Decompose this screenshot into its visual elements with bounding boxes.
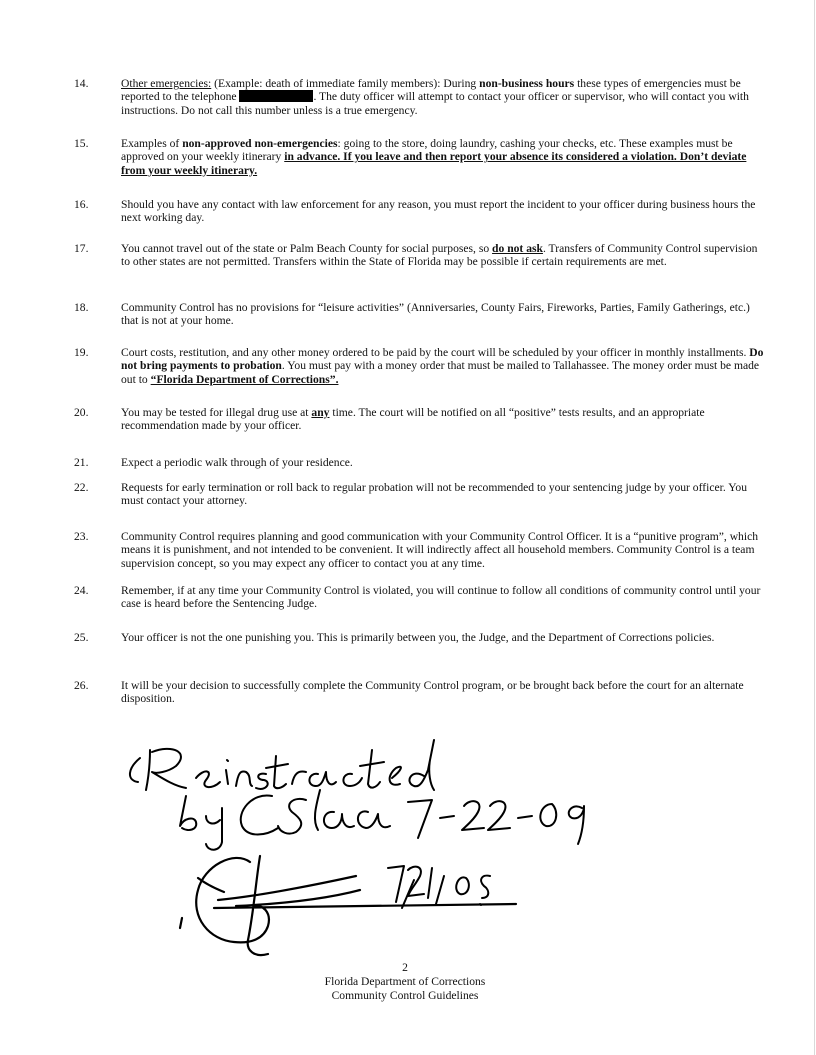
guideline-number: 21. — [74, 456, 89, 469]
guideline-number: 16. — [74, 198, 89, 211]
handwritten-date-reinstructed — [408, 800, 584, 844]
guideline-number: 15. — [74, 137, 89, 150]
text-run: Requests for early termination or roll back to regular probation will not be recommended to your sentencing judge by your officer. You must contact your attorney. — [121, 481, 748, 508]
text-run: Court costs, restitution, and any other money ordered to be paid by the court will be scheduled by your officer in monthly installments. — [121, 346, 750, 359]
guideline-number: 18. — [74, 301, 89, 314]
text-run: “Florida Department of Corrections”. — [150, 372, 339, 386]
text-run: Expect a periodic walk through of your residence. — [121, 456, 353, 469]
handwritten-note-by — [180, 790, 390, 850]
text-run: It will be your decision to successfully complete the Community Control program, or be brought back before the court for an alternate disposition. — [121, 679, 744, 706]
guideline-number: 19. — [74, 346, 89, 359]
text-run: time. The court will be notified on all “positive” tests results, and an appropriate recommendation made by your officer. — [121, 406, 705, 433]
guideline-number: 14. — [74, 77, 89, 90]
text-run: (Example: death of immediate family members): During — [211, 77, 480, 90]
guideline-number: 20. — [74, 406, 89, 419]
text-run: in advance. If you leave and then report your absence its considered a violation. Don’t deviate from your weekly itinerary. — [121, 150, 747, 177]
guideline-number: 25. — [74, 631, 89, 644]
text-run: these types of emergencies must be reported to the telephone — [121, 77, 741, 104]
handwritten-signature-date — [388, 866, 490, 908]
text-run: Do not bring payments to probation — [121, 346, 764, 373]
text-run: You cannot travel out of the state or Palm Beach County for social purposes, so — [121, 242, 493, 255]
text-run: Other emergencies: — [121, 77, 212, 90]
text-run: do not ask — [492, 242, 543, 255]
page-number: 2 — [402, 961, 408, 974]
guideline-number: 24. — [74, 584, 89, 597]
scan-edge — [814, 0, 815, 1055]
text-run: You may be tested for illegal drug use at — [121, 406, 312, 419]
text-run: . You must pay with a money order that must be mailed to Tallahassee. The money order must be made out to — [121, 359, 760, 386]
handwritten-note-reinstructed — [130, 740, 434, 790]
text-run: . Transfers of Community Control supervision to other states are not permitted. Transfers within the State of Florida may be possible if certain requirements are met. — [121, 242, 758, 269]
text-run: Should you have any contact with law enforcement for any reason, you must report the incident to your officer during business hours the next working day. — [121, 198, 756, 225]
text-run: : going to the store, doing laundry, cashing your checks, etc. These examples must be approved on your weekly itinerary — [121, 137, 733, 164]
text-run: Remember, if at any time your Community Control is violated, you will continue to follow all conditions of community control until your case is heard before the Sentencing Judge. — [121, 584, 761, 611]
footer-department: Florida Department of Corrections — [324, 975, 486, 988]
guideline-number: 17. — [74, 242, 89, 255]
guideline-number: 22. — [74, 481, 89, 494]
text-run: Examples of — [121, 137, 183, 150]
officer-signature — [180, 856, 516, 955]
text-run: Community Control requires planning and good communication with your Community Control Officer. It is a “punitive program”, which means it is punishment, and not intended to be convenient. It will indirectly affect all household members. Community Control is a team supervision concept, so you may expect any officer to contact you at any time. — [121, 530, 759, 570]
guideline-number: 26. — [74, 679, 89, 692]
text-run: non-business hours — [479, 77, 575, 90]
text-run: Your officer is not the one punishing you. This is primarily between you, the Judge, and the Department of Corrections policies. — [121, 631, 715, 644]
text-run: any — [311, 406, 330, 419]
text-run: Community Control has no provisions for “leisure activities” (Anniversaries, County Fairs, Fireworks, Parties, Family Gatherings, etc.) that is not at your home. — [121, 301, 750, 328]
guideline-number: 23. — [74, 530, 89, 543]
footer-title: Community Control Guidelines — [331, 989, 479, 1002]
text-run: . The duty officer will attempt to contact your officer or supervisor, who will contact you with instructions. Do not call this number unless is a true emergency. — [121, 90, 749, 117]
text-run: non-approved non-emergencies — [182, 137, 338, 150]
